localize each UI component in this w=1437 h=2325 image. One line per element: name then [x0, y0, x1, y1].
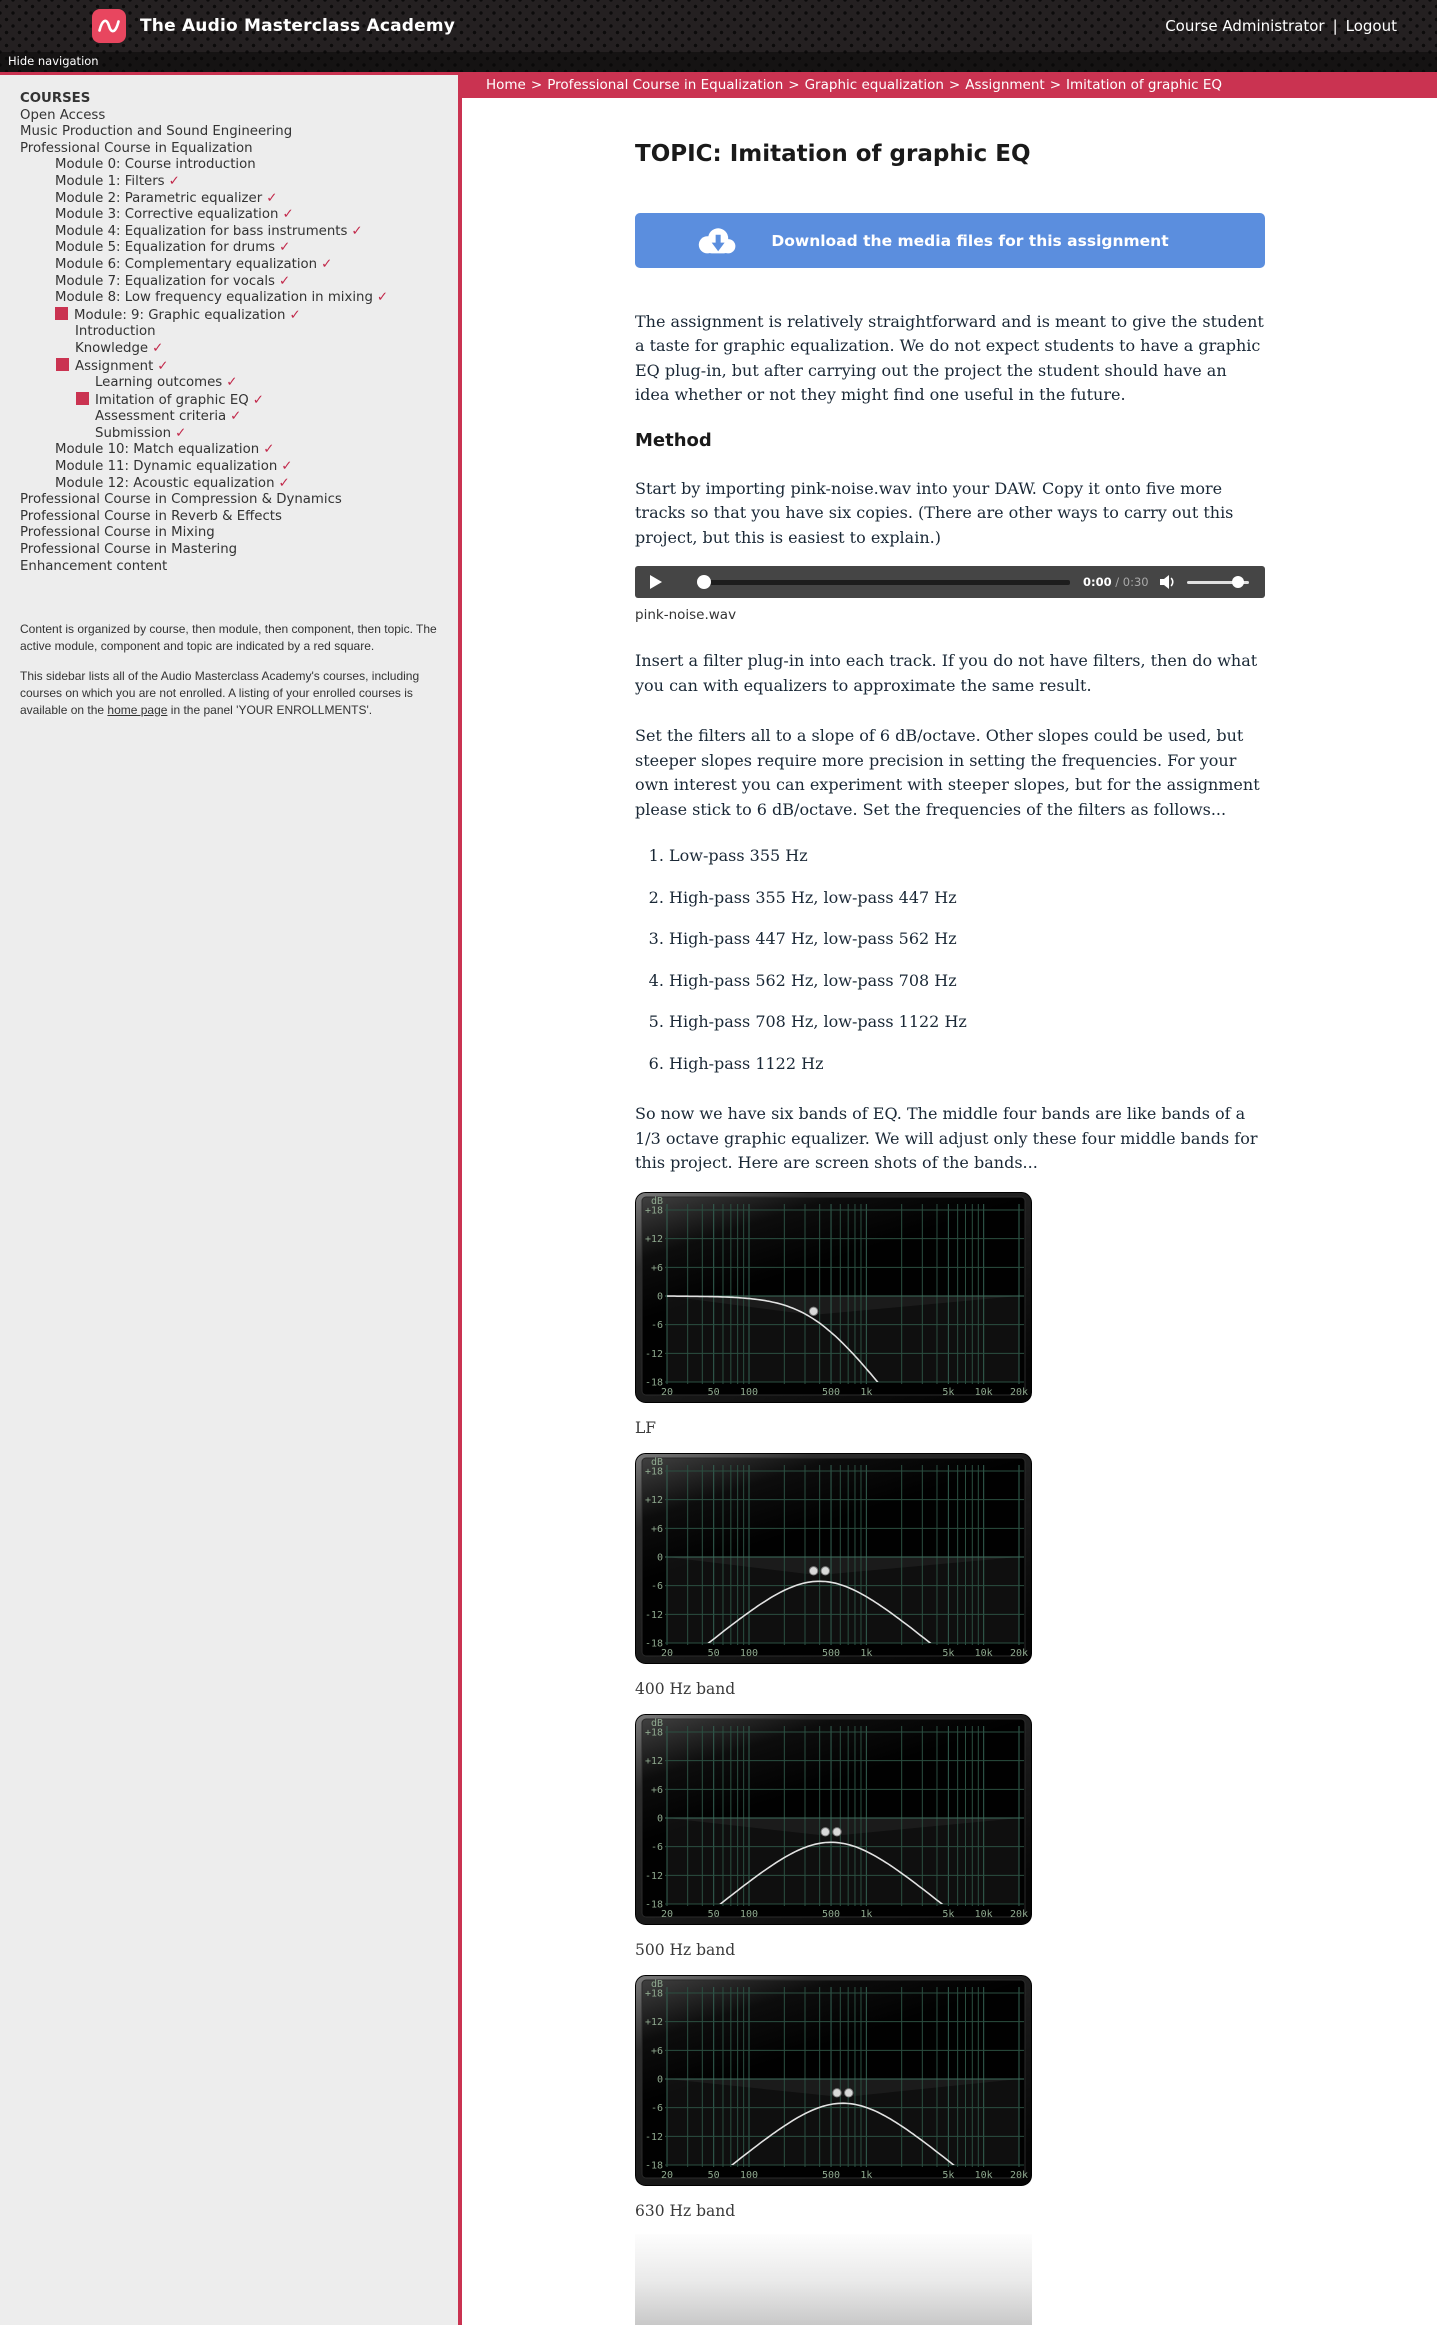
sidebar-item[interactable] [20, 324, 438, 341]
sidebar-item[interactable] [20, 341, 438, 358]
svg-text:100: 100 [739, 1386, 759, 1398]
sidebar-item[interactable] [20, 392, 438, 410]
svg-text:10k: 10k [974, 1908, 993, 1920]
courses-sidebar [0, 72, 458, 2325]
sine-wave-logo-icon [92, 9, 126, 43]
time-current: 0:00 [1083, 575, 1112, 590]
breadcrumb-separator: > [530, 77, 543, 93]
sidebar-item-label: Knowledge [75, 340, 149, 356]
svg-text:+18: +18 [644, 1727, 663, 1739]
sidebar-item[interactable] [20, 174, 438, 191]
svg-text:+12: +12 [644, 2016, 663, 2028]
sidebar-item-label: Module 2: Parametric equalizer [55, 190, 263, 206]
breadcrumb-separator: > [948, 77, 961, 93]
completed-check-icon: ✓ [152, 340, 164, 356]
paragraph-intro: The assignment is relatively straightforward and is meant to give the student a taste for graphic equalization. We do not expect students to have a graphic EQ plug-in, but after carrying out the project the student should have an idea whether or not they might find one useful in the future. [635, 311, 1264, 405]
filter-settings-list [635, 844, 1265, 1076]
brand-home-link[interactable] [92, 9, 455, 43]
breadcrumb-separator: > [788, 77, 800, 93]
svg-text:0: 0 [656, 1552, 663, 1564]
svg-text:20: 20 [660, 1647, 674, 1659]
sidebar-item[interactable] [20, 191, 438, 208]
svg-text:0: 0 [656, 2074, 663, 2086]
sidebar-item-label: Module 4: Equalization for bass instruments [55, 223, 348, 239]
sidebar-item[interactable] [20, 307, 438, 325]
sidebar-item-label: Submission [95, 425, 172, 441]
sidebar-item[interactable] [20, 476, 438, 493]
brand-title: The Audio Masterclass Academy [140, 16, 456, 36]
sidebar-item[interactable] [20, 509, 438, 526]
cloud-download-icon [693, 224, 739, 257]
svg-text:5k: 5k [942, 1908, 955, 1920]
user-name-link[interactable]: Course Administrator [1165, 17, 1325, 35]
method-heading: Method [635, 429, 712, 451]
svg-text:5k: 5k [942, 1647, 955, 1659]
svg-text:5k: 5k [942, 2169, 955, 2181]
sidebar-item-label: Professional Course in Compression & Dynamics [20, 492, 342, 508]
svg-text:dB: dB [650, 1195, 663, 1207]
svg-text:-6: -6 [650, 1580, 663, 1592]
sidebar-item-label: Module 10: Match equalization [55, 442, 260, 458]
filter-list-item: 5. High-pass 708 Hz, low-pass 1122 Hz [669, 1010, 1265, 1035]
sidebar-item[interactable] [20, 542, 438, 559]
sidebar-item[interactable] [20, 358, 438, 376]
eq-screenshot-400-hz-band [635, 1453, 1265, 1698]
svg-text:+18: +18 [644, 1466, 663, 1478]
breadcrumb-current: Imitation of graphic EQ [1066, 77, 1223, 93]
completed-check-icon: ✓ [282, 207, 294, 223]
svg-text:10k: 10k [974, 1647, 993, 1659]
completed-check-icon: ✓ [168, 173, 180, 189]
sidebar-item[interactable] [20, 207, 438, 224]
sidebar-item-label: Assignment [75, 358, 154, 374]
sidebar-item-label: Module 5: Equalization for drums [55, 240, 276, 256]
sidebar-item-label: Professional Course in Reverb & Effects [20, 508, 282, 524]
breadcrumb-link[interactable]: Home [486, 77, 526, 93]
completed-check-icon: ✓ [226, 375, 238, 391]
sidebar-item[interactable] [20, 442, 438, 459]
svg-text:dB: dB [650, 1456, 663, 1468]
svg-text:-6: -6 [650, 2102, 663, 2114]
sidebar-item-label: Module 3: Corrective equalization [55, 207, 279, 223]
svg-text:50: 50 [707, 1908, 720, 1920]
svg-text:-18: -18 [644, 1638, 663, 1650]
svg-text:1k: 1k [860, 2169, 873, 2181]
eq-screenshot-500-hz-band [635, 1714, 1265, 1959]
sidebar-item-label: Assessment criteria [95, 409, 227, 425]
svg-text:dB: dB [650, 1978, 663, 1990]
eq-screenshot-630-hz-band [635, 1975, 1265, 2220]
completed-check-icon: ✓ [252, 392, 264, 408]
sidebar-item-label: Introduction [75, 324, 156, 340]
completed-check-icon: ✓ [266, 190, 278, 206]
sidebar-item-label: Module 8: Low frequency equalization in mixing [55, 290, 373, 306]
filter-list-item: 2. High-pass 355 Hz, low-pass 447 Hz [669, 886, 1265, 911]
sidebar-note-2-text: This sidebar lists all of the Audio Masterclass Academy's courses, including courses on which you are not enrolled. A listing of your enrolled courses is available on the [20, 669, 420, 717]
sidebar-note-2 [20, 668, 438, 718]
audio-file-caption: pink-noise.wav [635, 607, 737, 624]
eq-screenshot-lf [635, 1192, 1265, 1437]
filter-list-item: 4. High-pass 562 Hz, low-pass 708 Hz [669, 969, 1265, 994]
svg-text:20k: 20k [1009, 2169, 1029, 2181]
completed-check-icon: ✓ [281, 459, 293, 475]
completed-check-icon: ✓ [376, 290, 389, 306]
sidebar-item-label: Learning outcomes [95, 375, 223, 391]
svg-text:-12: -12 [644, 1870, 663, 1882]
sidebar-item[interactable] [20, 409, 438, 426]
svg-text:20k: 20k [1009, 1908, 1029, 1920]
active-marker-square-icon [76, 392, 89, 405]
svg-text:500: 500 [821, 1908, 841, 1920]
sidebar-item-label: Module 6: Complementary equalization [55, 256, 318, 272]
svg-text:-12: -12 [644, 2131, 663, 2143]
completed-check-icon: ✓ [230, 409, 242, 425]
breadcrumb-link[interactable]: Professional Course in Equalization [547, 77, 784, 93]
figure-caption: LF [635, 1418, 657, 1437]
svg-text:5k: 5k [942, 1386, 955, 1398]
completed-check-icon: ✓ [279, 240, 291, 256]
eq-plot-image-500-hz-band [635, 1714, 1032, 1925]
sidebar-heading [20, 91, 438, 108]
svg-text:+6: +6 [650, 2045, 663, 2057]
breadcrumb-separator: > [1049, 77, 1062, 93]
paragraph-bands: So now we have six bands of EQ. The middle four bands are like bands of a 1/3 octave graphic equalizer. We will adjust only these four middle bands for this project. Here are screen shots of the bands... [635, 1104, 1258, 1173]
time-display [1083, 566, 1149, 598]
course-tree [20, 91, 438, 575]
sidebar-item[interactable] [20, 426, 438, 443]
play-button[interactable] [650, 575, 662, 589]
figure-caption: 630 Hz band [635, 2201, 736, 2220]
download-button-label: Download the media files for this assignment [771, 231, 1169, 250]
svg-text:-6: -6 [650, 1841, 663, 1853]
svg-text:100: 100 [739, 1908, 759, 1920]
download-media-button[interactable] [635, 213, 1265, 268]
eq-figures [635, 1192, 1265, 2325]
svg-text:20: 20 [660, 1386, 674, 1398]
sidebar-item[interactable] [20, 124, 438, 141]
audio-player [635, 566, 1265, 598]
time-duration: / 0:30 [1111, 575, 1149, 590]
svg-text:0: 0 [656, 1813, 663, 1825]
figure-caption: 400 Hz band [635, 1679, 736, 1698]
completed-check-icon: ✓ [278, 273, 291, 289]
completed-check-icon: ✓ [263, 442, 275, 458]
sidebar-item[interactable] [20, 525, 438, 542]
breadcrumb-link[interactable]: Assignment [965, 77, 1045, 93]
sidebar-item-label: Module 12: Acoustic equalization [55, 475, 275, 491]
sidebar-item[interactable] [20, 141, 438, 158]
svg-text:100: 100 [739, 1647, 759, 1659]
eq-plot-image-400-hz-band [635, 1453, 1032, 1664]
sidebar-item-label: Module 0: Course introduction [55, 157, 256, 173]
completed-check-icon: ✓ [289, 307, 301, 323]
volume-icon[interactable] [1159, 574, 1179, 590]
sidebar-item-label: Imitation of graphic EQ [95, 392, 249, 408]
sidebar-notes [20, 621, 438, 718]
seek-track[interactable] [705, 580, 1070, 585]
svg-text:+18: +18 [644, 1988, 663, 2000]
completed-check-icon: ✓ [157, 358, 169, 374]
paragraph-method-3: Set the filters all to a slope of 6 dB/octave. Other slopes could be used, but steeper slopes require more precision in setting the frequencies. For your own interest you can experiment with steeper slopes, but for the assignment please stick to 6 dB/octave. Set the frequencies of the filters as follows... [635, 726, 1260, 819]
svg-text:500: 500 [821, 2169, 841, 2181]
sidebar-item[interactable] [20, 157, 438, 174]
sidebar-item-label: COURSES [20, 91, 91, 106]
sidebar-item-label: Module 7: Equalization for vocals [55, 273, 275, 289]
svg-text:-18: -18 [644, 1899, 663, 1911]
svg-text:+6: +6 [650, 1262, 663, 1274]
svg-text:20: 20 [660, 1908, 674, 1920]
completed-check-icon: ✓ [351, 223, 363, 239]
filter-list-item: 3. High-pass 447 Hz, low-pass 562 Hz [669, 927, 1265, 952]
svg-text:50: 50 [707, 1647, 720, 1659]
sidebar-item-label: Music Production and Sound Engineering [20, 124, 293, 140]
topic-content [635, 140, 1265, 2325]
completed-check-icon: ✓ [175, 425, 187, 441]
eq-plot-image-630-hz-band [635, 1975, 1032, 2186]
logout-link[interactable]: Logout [1345, 17, 1397, 35]
completed-check-icon: ✓ [278, 475, 290, 491]
active-marker-square-icon [56, 358, 69, 371]
sidebar-item-label: Module 11: Dynamic equalization [55, 459, 278, 475]
filter-list-item: 6. High-pass 1122 Hz [669, 1052, 1265, 1077]
sidebar-item[interactable] [20, 224, 438, 241]
svg-text:500: 500 [821, 1647, 841, 1659]
paragraph-method-1: Start by importing pink-noise.wav into your DAW. Copy it onto five more tracks so that you have six copies. (There are other ways to carry out this project, but this is easiest to explain.) [635, 478, 1234, 547]
svg-text:0: 0 [656, 1291, 663, 1303]
sidebar-item-label: Module 1: Filters [55, 173, 165, 189]
home-page-link[interactable]: home page [107, 702, 168, 717]
sidebar-item[interactable] [20, 492, 438, 509]
sidebar-note-1: Content is organized by course, then module, then component, then topic. The active module, component and topic are indicated by a red square. [20, 622, 437, 653]
sidebar-item-label: Enhancement content [20, 558, 168, 574]
header-top-row [0, 0, 1437, 52]
sidebar-item-label: Module: 9: Graphic equalization [74, 307, 286, 323]
svg-text:-12: -12 [644, 1609, 663, 1621]
sidebar-item[interactable] [20, 108, 438, 125]
sidebar-item[interactable] [20, 375, 438, 392]
breadcrumb-link[interactable]: Graphic equalization [804, 77, 944, 93]
svg-text:1k: 1k [860, 1908, 873, 1920]
seek-knob[interactable] [697, 575, 711, 589]
svg-text:10k: 10k [974, 2169, 993, 2181]
content-columns [0, 72, 1437, 2325]
svg-text:10k: 10k [974, 1386, 993, 1398]
sidebar-item[interactable] [20, 257, 438, 274]
sidebar-item-label: Professional Course in Mixing [20, 525, 215, 541]
svg-text:-18: -18 [644, 1377, 663, 1389]
svg-text:+12: +12 [644, 1494, 663, 1506]
sidebar-item-label: Professional Course in Equalization [20, 140, 253, 156]
svg-text:50: 50 [707, 2169, 720, 2181]
eq-screenshot-partial [635, 2234, 1032, 2325]
filter-list-item: 1. Low-pass 355 Hz [669, 844, 1265, 869]
svg-text:+12: +12 [644, 1233, 663, 1245]
svg-text:50: 50 [707, 1386, 720, 1398]
sidebar-note-2-tail: in the panel 'YOUR ENROLLMENTS'. [167, 702, 373, 717]
svg-text:-6: -6 [650, 1319, 663, 1331]
svg-text:-18: -18 [644, 2160, 663, 2172]
sidebar-item[interactable] [20, 459, 438, 476]
sidebar-item[interactable] [20, 290, 438, 307]
eq-plot-image-lf [635, 1192, 1032, 1403]
sidebar-item[interactable] [20, 274, 438, 291]
svg-text:1k: 1k [860, 1647, 873, 1659]
svg-text:1k: 1k [860, 1386, 873, 1398]
svg-text:100: 100 [739, 2169, 759, 2181]
app-header [0, 0, 1437, 72]
figure-caption: 500 Hz band [635, 1940, 736, 1959]
volume-knob[interactable] [1232, 576, 1244, 588]
svg-text:500: 500 [821, 1386, 841, 1398]
hide-navigation-link[interactable]: Hide navigation [0, 52, 1437, 72]
svg-text:+6: +6 [650, 1784, 663, 1796]
svg-text:20k: 20k [1009, 1647, 1029, 1659]
page-title: TOPIC: Imitation of graphic EQ [635, 141, 1031, 167]
svg-text:+12: +12 [644, 1755, 663, 1767]
svg-text:dB: dB [650, 1717, 663, 1729]
completed-check-icon: ✓ [321, 256, 333, 272]
header-divider: | [1332, 17, 1338, 35]
main-panel [458, 72, 1437, 2325]
active-marker-square-icon [55, 307, 68, 320]
svg-text:20k: 20k [1009, 1386, 1029, 1398]
svg-text:-12: -12 [644, 1348, 663, 1360]
svg-text:20: 20 [660, 2169, 674, 2181]
header-user-area [1165, 17, 1397, 35]
svg-text:+18: +18 [644, 1205, 663, 1217]
sidebar-item-label: Professional Course in Mastering [20, 542, 238, 558]
paragraph-method-2: Insert a filter plug-in into each track. If you do not have filters, then do what you can with equalizers to approximate the same result. [635, 651, 1258, 695]
breadcrumb [462, 72, 1437, 98]
svg-text:+6: +6 [650, 1523, 663, 1535]
sidebar-item[interactable] [20, 559, 438, 576]
sidebar-item-label: Open Access [20, 107, 106, 123]
sidebar-item[interactable] [20, 240, 438, 257]
